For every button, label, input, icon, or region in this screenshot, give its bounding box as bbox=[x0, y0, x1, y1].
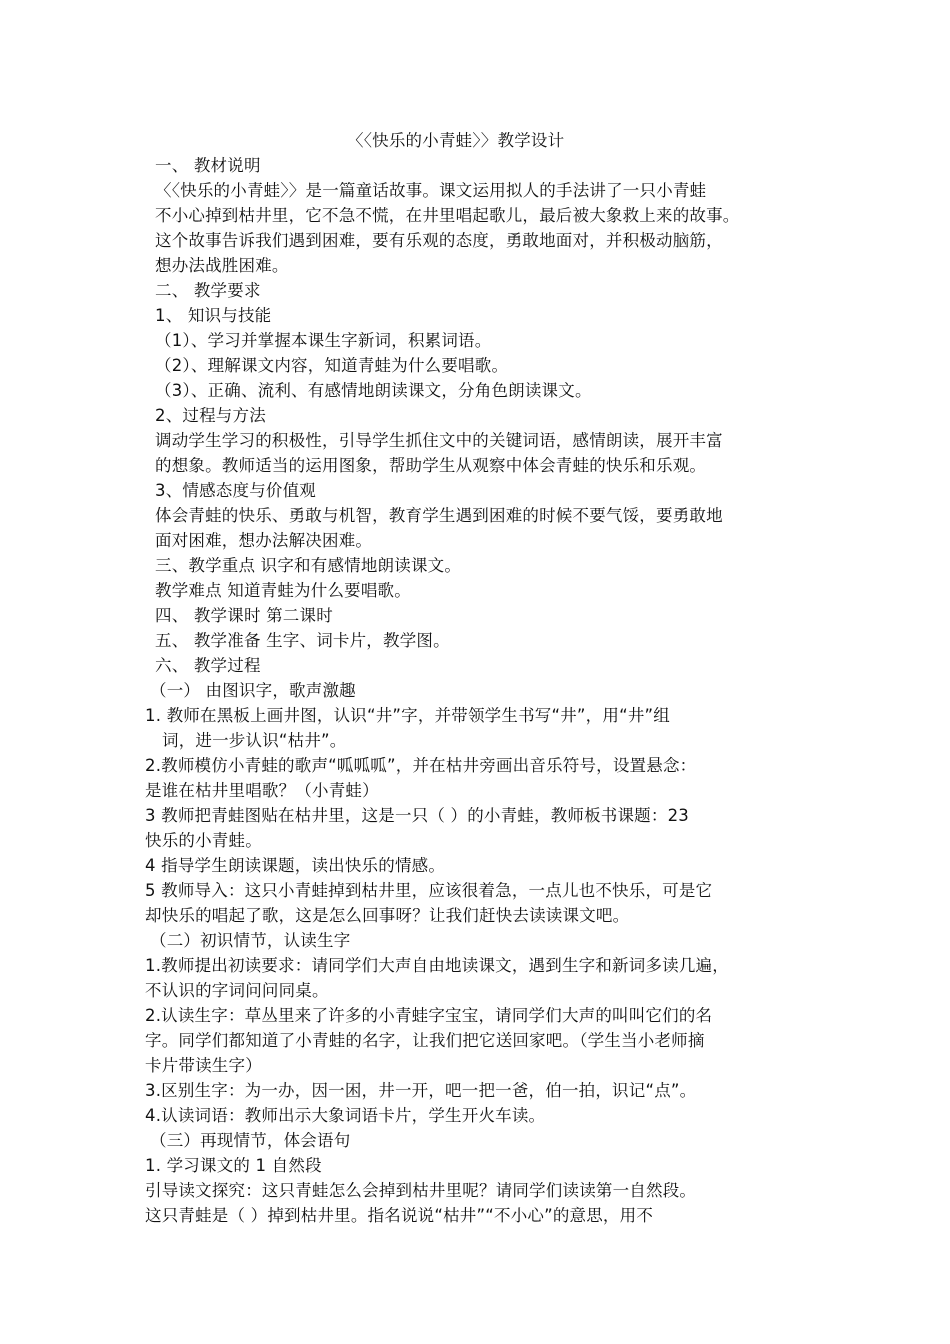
text-line: 3.区别生字：为一办，因一困，井一开，吧一把一爸，伯一拍，识记“点”。 bbox=[145, 1081, 697, 1100]
text-line: 调动学生学习的积极性，引导学生抓住文中的关键词语，感情朗读，展开丰富 bbox=[155, 431, 723, 450]
text-line: 3 教师把青蛙图贴在枯井里，这是一只（ ）的小青蛙，教师板书课题：23 bbox=[145, 806, 689, 825]
text-line: 引导读文探究：这只青蛙怎么会掉到枯井里呢？请同学们读读第一自然段。 bbox=[145, 1181, 697, 1200]
text-line: 词，进一步认识“枯井”。 bbox=[162, 731, 347, 750]
text-line: 的想象。教师适当的运用图象，帮助学生从观察中体会青蛙的快乐和乐观。 bbox=[155, 456, 707, 475]
text-line: 〈〈快乐的小青蛙〉〉是一篇童话故事。课文运用拟人的手法讲了一只小青蛙 bbox=[155, 181, 707, 200]
text-line: 五、 教学准备 生字、词卡片，教学图。 bbox=[155, 631, 450, 650]
text-line: （2）、理解课文内容，知道青蛙为什么要唱歌。 bbox=[155, 356, 509, 375]
text-line: 4.认读词语：教师出示大象词语卡片，学生开火车读。 bbox=[145, 1106, 546, 1125]
text-line: 1、 知识与技能 bbox=[155, 306, 272, 325]
text-line: （二）初识情节，认读生字 bbox=[150, 931, 351, 950]
text-line: 卡片带读生字） bbox=[145, 1056, 262, 1075]
text-line: 这只青蛙是（ ）掉到枯井里。指名说说“枯井”“不小心”的意思，用不 bbox=[145, 1206, 654, 1225]
text-line: 三、教学重点 识字和有感情地朗读课文。 bbox=[155, 556, 462, 575]
text-line: 想办法战胜困难。 bbox=[155, 256, 289, 275]
text-line: 是谁在枯井里唱歌？（小青蛙） bbox=[145, 781, 379, 800]
text-line: 3、情感态度与价值观 bbox=[155, 481, 316, 500]
text-line: （一） 由图识字，歌声激趣 bbox=[150, 681, 356, 700]
text-line: 1. 学习课文的 1 自然段 bbox=[145, 1156, 322, 1175]
document-title: 〈〈快乐的小青蛙〉〉教学设计 bbox=[347, 131, 565, 150]
text-line: 却快乐的唱起了歌，这是怎么回事呀？让我们赶快去读读课文吧。 bbox=[145, 906, 630, 925]
text-line: 2.教师模仿小青蛙的歌声“呱呱呱”，并在枯井旁画出音乐符号，设置悬念： bbox=[145, 756, 697, 775]
text-line: 5 教师导入：这只小青蛙掉到枯井里，应该很着急，一点儿也不快乐，可是它 bbox=[145, 881, 713, 900]
text-line: 字。同学们都知道了小青蛙的名字，让我们把它送回家吧。（学生当小老师摘 bbox=[145, 1031, 705, 1050]
text-line: 这个故事告诉我们遇到困难，要有乐观的态度，勇敢地面对，并积极动脑筋， bbox=[155, 231, 723, 250]
text-line: 快乐的小青蛙。 bbox=[145, 831, 262, 850]
text-line: 2、过程与方法 bbox=[155, 406, 266, 425]
text-line: （三）再现情节，体会语句 bbox=[150, 1131, 351, 1150]
text-line: 二、 教学要求 bbox=[155, 281, 261, 300]
text-line: 4 指导学生朗读课题，读出快乐的情感。 bbox=[145, 856, 446, 875]
text-line: 1. 教师在黑板上画井图，认识“井”字，并带领学生书写“井”，用“井”组 bbox=[145, 706, 670, 725]
text-line: 不小心掉到枯井里，它不急不慌，在井里唱起歌儿，最后被大象救上来的故事。 bbox=[155, 206, 740, 225]
text-line: （3）、正确、流利、有感情地朗读课文，分角色朗读课文。 bbox=[155, 381, 592, 400]
text-line: （1）、学习并掌握本课生字新词，积累词语。 bbox=[155, 331, 492, 350]
text-line: 一、 教材说明 bbox=[155, 156, 261, 175]
text-line: 体会青蛙的快乐、勇敢与机智，教育学生遇到困难的时候不要气馁，要勇敢地 bbox=[155, 506, 723, 525]
text-line: 教学难点 知道青蛙为什么要唱歌。 bbox=[155, 581, 411, 600]
text-line: 2.认读生字：草丛里来了许多的小青蛙字宝宝，请同学们大声的叫叫它们的名 bbox=[145, 1006, 713, 1025]
text-line: 不认识的字词问问同桌。 bbox=[145, 981, 329, 1000]
text-line: 六、 教学过程 bbox=[155, 656, 261, 675]
text-line: 面对困难，想办法解决困难。 bbox=[155, 531, 373, 550]
text-line: 四、 教学课时 第二课时 bbox=[155, 606, 333, 625]
text-line: 1.教师提出初读要求：请同学们大声自由地读课文，遇到生字和新词多读几遍， bbox=[145, 956, 729, 975]
